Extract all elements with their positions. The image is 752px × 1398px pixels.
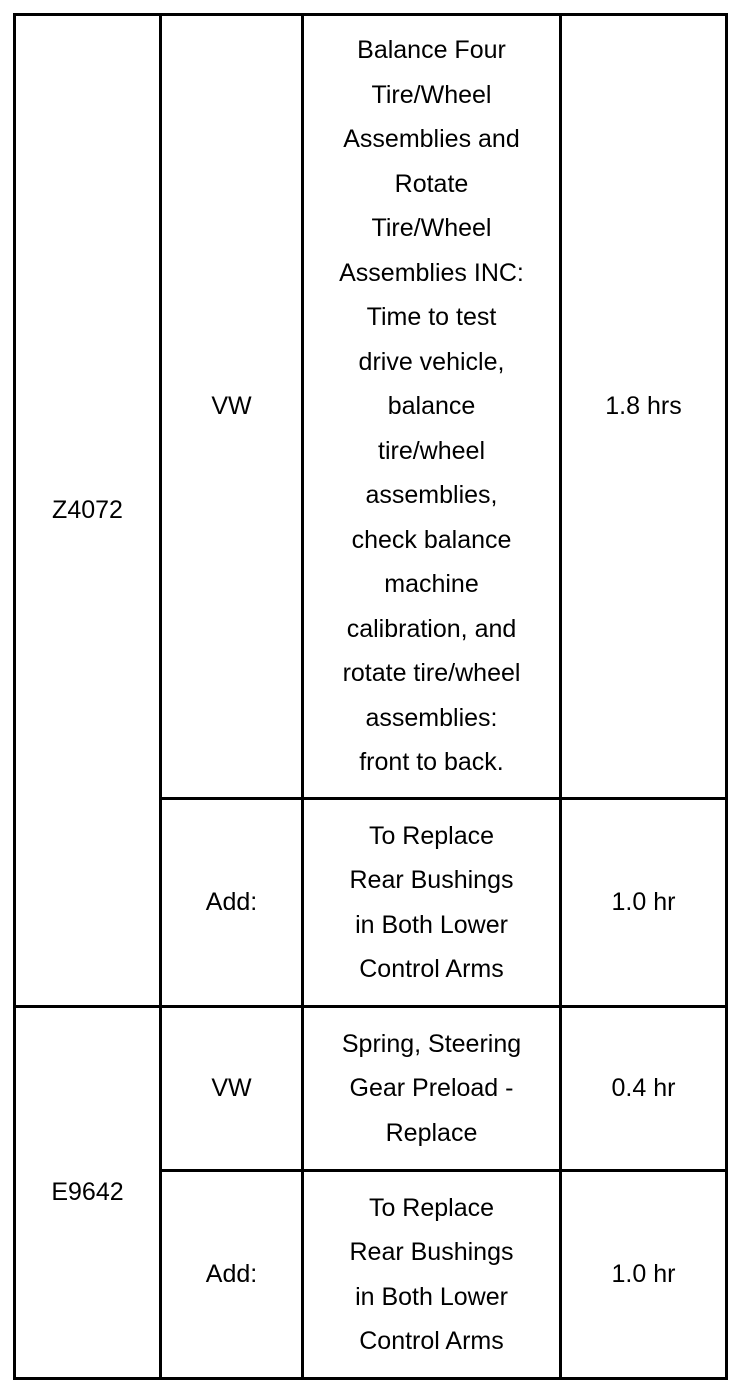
operation-code-cell: Z4072 (15, 15, 161, 1007)
operation-code-cell: E9642 (15, 1007, 161, 1379)
description-line: rotate tire/wheel (342, 659, 521, 688)
labor-time-cell: 1.8 hrs (561, 15, 727, 799)
description-cell (303, 1007, 561, 1171)
description-line: Rotate (394, 169, 469, 198)
description-line: Assemblies INC: (339, 258, 524, 287)
labor-time-table (13, 13, 728, 1380)
model-cell: Add: (161, 1171, 303, 1379)
description-line: Rear Bushings (349, 1238, 514, 1266)
description-line: Control Arms (359, 955, 504, 983)
description-cell (303, 799, 561, 1007)
description-line: calibration, and (346, 614, 517, 643)
description-line: Spring, Steering (341, 1029, 522, 1058)
description-line: in Both Lower (355, 910, 508, 939)
model-cell: Add: (161, 799, 303, 1007)
model-cell: VW (161, 15, 303, 799)
table-row (15, 15, 727, 799)
description-line: Control Arms (359, 1327, 504, 1355)
description-line: in Both Lower (355, 1282, 508, 1311)
description-line: Balance Four (357, 36, 506, 65)
description-line: To Replace (368, 1193, 495, 1222)
model-cell: VW (161, 1007, 303, 1171)
labor-time-cell: 0.4 hr (561, 1007, 727, 1171)
description-line: check balance (351, 525, 512, 554)
labor-time-cell: 1.0 hr (561, 1171, 727, 1379)
description-cell (303, 15, 561, 799)
description-line: machine (384, 570, 479, 599)
description-line: Tire/Wheel (371, 214, 492, 243)
description-line: Replace (385, 1118, 478, 1147)
labor-time-cell: 1.0 hr (561, 799, 727, 1007)
description-line: tire/wheel (378, 436, 485, 465)
description-line: balance (387, 392, 476, 421)
description-line: Gear Preload - (349, 1074, 514, 1103)
description-line: drive vehicle, (358, 347, 505, 376)
table-row (15, 1007, 727, 1171)
description-line: assemblies: (365, 703, 498, 732)
description-line: Time to test (366, 303, 497, 332)
description-line: Assemblies and (343, 125, 520, 154)
description-line: front to back. (359, 748, 504, 777)
description-line: To Replace (368, 821, 495, 850)
description-line: assemblies, (365, 481, 498, 510)
description-line: Rear Bushings (349, 866, 514, 894)
description-line: Tire/Wheel (371, 80, 492, 109)
description-cell (303, 1171, 561, 1379)
